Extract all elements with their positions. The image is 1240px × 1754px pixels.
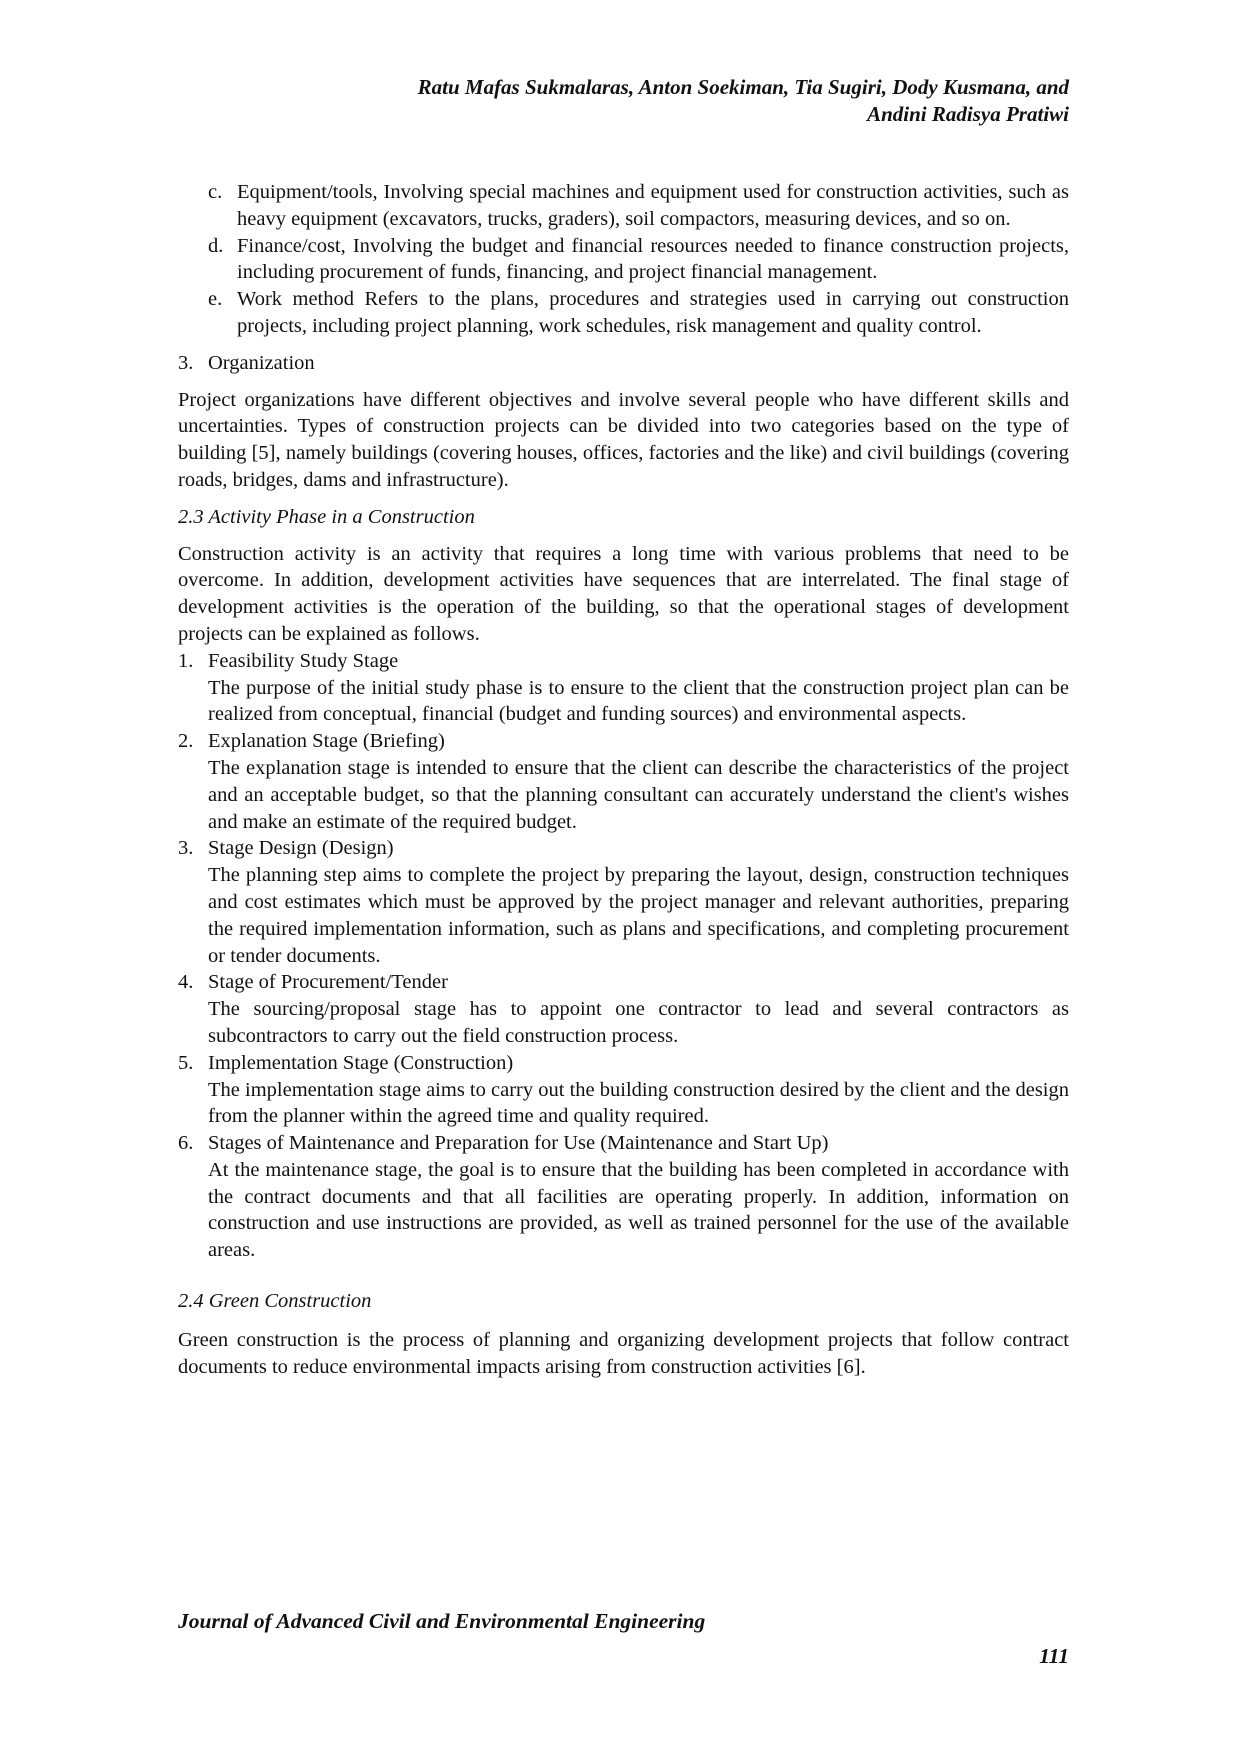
stage-title: Implementation Stage (Construction)	[208, 1051, 514, 1074]
body-content	[178, 179, 1069, 1380]
stage-item	[178, 648, 1069, 728]
stage-description: At the maintenance stage, the goal is to ensure that the building has been completed in accordance with the contract documents and that all facilities are operating properly. In addition, information on construction and use instructions are provided, as well as trained personnel for the use of the available areas.	[208, 1158, 1069, 1262]
resource-sublist	[178, 179, 1069, 340]
stage-item	[178, 1130, 1069, 1264]
footer-journal-title: Journal of Advanced Civil and Environmental Engineering	[178, 1609, 706, 1633]
stage-title: Feasibility Study Stage	[208, 649, 399, 672]
list-marker: 3.	[178, 351, 194, 374]
stage-item	[178, 835, 1069, 969]
stage-description: The implementation stage aims to carry out the building construction desired by the client and the design from the planner within the agreed time and quality required.	[208, 1078, 1069, 1128]
running-header	[269, 74, 1069, 128]
list-item-text: Equipment/tools, Involving special machines and equipment used for construction activities, such as heavy equipment (excavators, trucks, graders), soil compactors, measuring devices, and so on.	[237, 181, 1069, 230]
header-authors-line-1: Ratu Mafas Sukmalaras, Anton Soekiman, Tia Sugiri, Dody Kusmana, and	[417, 75, 1069, 99]
list-item-text: Finance/cost, Involving the budget and financial resources needed to finance construction projects, including procurement of funds, financing, and project financial management.	[237, 234, 1069, 284]
list-item	[178, 233, 1069, 287]
stage-title: Stage Design (Design)	[208, 837, 394, 860]
section-2-3-intro: Construction activity is an activity that requires a long time with various problems that need to be overcome. In addition, development activities have sequences that are interrelated. The final stage of development activities is the operation of the building, so that the operational stages of development projects can be explained as follows.	[178, 542, 1069, 645]
list-marker: 5.	[178, 1051, 194, 1074]
stage-title: Stages of Maintenance and Preparation for Use (Maintenance and Start Up)	[208, 1132, 829, 1155]
stage-title: Stage of Procurement/Tender	[208, 971, 448, 994]
stage-item	[178, 728, 1069, 835]
list-marker: c.	[208, 181, 223, 203]
footer-page-number: 111	[1039, 1644, 1069, 1668]
stage-description: The sourcing/proposal stage has to appoint one contractor to lead and several contractors as subcontractors to carry out the field construction process.	[208, 998, 1069, 1047]
list-marker: 6.	[178, 1132, 194, 1155]
list-marker: 1.	[178, 649, 194, 672]
organization-item	[178, 350, 1069, 377]
stage-description: The explanation stage is intended to ensure that the client can describe the characteristics of the project and an acceptable budget, so that the planning consultant can accurately understand the client's wishes and make an estimate of the required budget.	[208, 756, 1069, 833]
stage-item	[178, 1050, 1069, 1130]
list-marker: 4.	[178, 971, 194, 994]
section-2-4-paragraph: Green construction is the process of planning and organizing development projects that follow contract documents to reduce environmental impacts arising from construction activities [6].	[178, 1328, 1069, 1378]
list-marker: 3.	[178, 837, 194, 860]
list-item	[178, 286, 1069, 340]
stage-title: Explanation Stage (Briefing)	[208, 730, 445, 753]
header-authors-line-2: Andini Radisya Pratiwi	[867, 102, 1069, 126]
stage-item	[178, 969, 1069, 1049]
list-item	[178, 179, 1069, 233]
organization-title: Organization	[208, 351, 315, 374]
stage-description: The purpose of the initial study phase is to ensure to the client that the construction project plan can be realized from conceptual, financial (budget and funding sources) and environmental aspects.	[208, 676, 1069, 726]
list-marker: e.	[208, 288, 223, 311]
stage-description: The planning step aims to complete the project by preparing the layout, design, construction techniques and cost estimates which must be approved by the project manager and relevant authorities, preparing the required implementation information, such as plans and specifications, and completing procurement or tender documents.	[208, 864, 1069, 967]
organization-paragraph: Project organizations have different objectives and involve several people who have different skills and uncertainties. Types of construction projects can be divided into two categories based on the type of building [5], namely buildings (covering houses, offices, factories and the like) and civil buildings (covering roads, bridges, dams and infrastructure).	[178, 388, 1069, 491]
section-heading-2-4: 2.4 Green Construction	[178, 1290, 372, 1313]
list-marker: 2.	[178, 730, 194, 753]
list-marker: d.	[208, 234, 224, 257]
stages-list	[178, 648, 1069, 1264]
list-item-text: Work method Refers to the plans, procedures and strategies used in carrying out construction projects, including project planning, work schedules, risk management and quality control.	[237, 288, 1069, 337]
section-heading-2-3: 2.3 Activity Phase in a Construction	[178, 505, 475, 528]
